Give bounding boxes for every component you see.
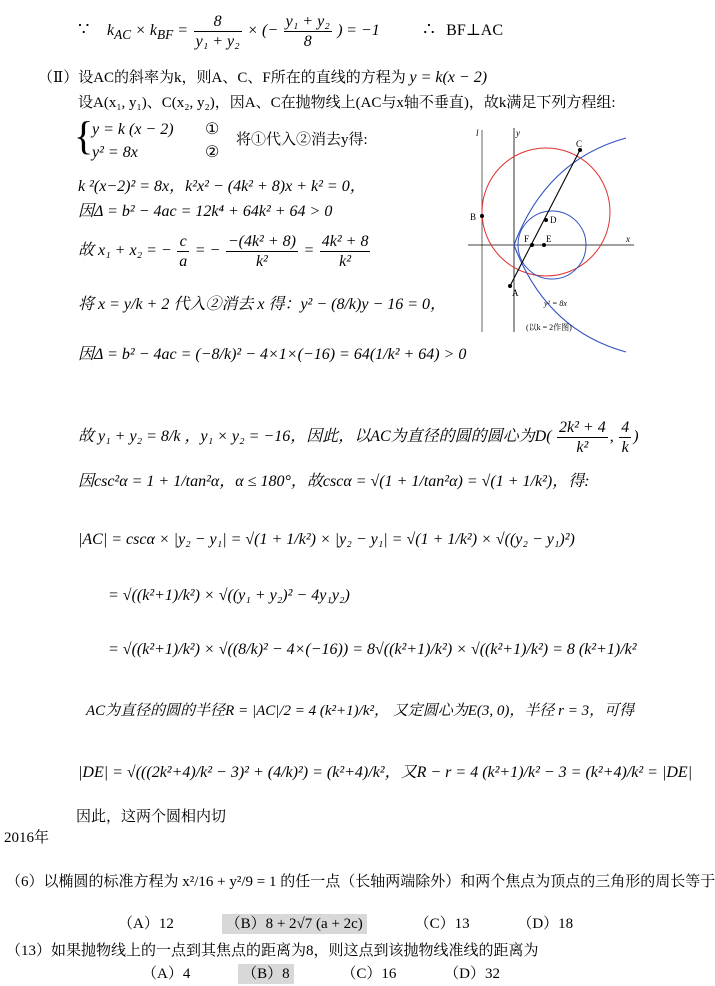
part2-intro: （Ⅱ）设AC的斜率为k，则A、C、F所在的直线的方程为 y = k(x − 2) [38, 69, 488, 86]
label-x: x [626, 234, 630, 244]
circle-2: ② [205, 144, 220, 161]
q13-choices [142, 964, 544, 984]
q13-choice-b[interactable]: （B）8 [238, 964, 294, 984]
ac-length-3: = √((k²+1)/k²) × √((8/k)² − 4×(−16)) = 8√((k²+1)/k²) × √((k²+1)/k²) = 8 (k²+1)/k² [108, 641, 637, 658]
point-d [544, 218, 548, 222]
question-13: （13）如果抛物线上的一点到其焦点的距离为8，则这点到该抛物线准线的距离为 [6, 943, 539, 959]
label-f: F [524, 234, 530, 244]
ac-length-1: |AC| = cscα × |y₂ − y₁| = √(1 + 1/k²) × |y₂ − y₁| = √(1 + 1/k²) × √((y₂ − y₁)²) [78, 531, 575, 548]
de-distance-line: |DE| = √(((2k²+4)/k² − 3)² + (4/k)²) = (k²+4)/k²，又R − r = 4 (k²+1)/k² − 3 = (k²+4)/k² = |DE| [78, 764, 693, 781]
q6-choice-d[interactable]: （D）18 [517, 916, 574, 932]
result-minus-one: = −1 [346, 21, 380, 39]
q13-choice-d[interactable]: （D）32 [444, 966, 500, 982]
curve-label: y² = 8x [544, 299, 567, 308]
graph-caption: (以k = 2作图) [526, 323, 572, 332]
label-c: C [576, 139, 583, 149]
radius-line: AC为直径的圆的半径R = |AC|/2 = 4 (k²+1)/k²， 又定圆心为E(3, 0)，半径 r = 3，可得 [86, 703, 635, 719]
point-f [530, 243, 534, 247]
system-eq-1: y = k (x − 2) [92, 121, 174, 138]
q6-choice-b[interactable]: （B）8 + 2√7 (a + 2c) [222, 914, 367, 934]
point-b [480, 214, 484, 218]
label-d: D [550, 215, 557, 225]
q6-choices [118, 914, 617, 934]
sum-x-line: 故 x₁ + x₂ = − $\frac{c}{a}$ = − $\frac{\text{−(4k² + 8)}}{\text{k²}}$ = $\frac{\text{4k² + 8}}{\text{k²}}$ [78, 233, 369, 271]
system-brace: { [74, 113, 94, 158]
question-6: （6）以椭圆的标准方程为 x²/16 + y²/9 = 1 的任一点（长轴两端除外）和两个焦点为顶点的三角形的周长等于 [6, 874, 715, 890]
year-heading: 2016年 [4, 830, 50, 846]
label-y: y [516, 128, 520, 138]
label-l: l [476, 128, 479, 138]
parabola-circle-figure [466, 120, 636, 335]
ac-length-2: = √((k²+1)/k²) × √((y₁ + y₂)² − 4y₁y₂) [108, 587, 350, 604]
csc-line: 因csc²α = 1 + 1/tan²α，α ≤ 180°，故cscα = √(1 + 1/tan²α) = √(1 + 1/k²)，得: [78, 473, 590, 490]
conclusion-text: 因此，这两个圆相内切 [76, 809, 227, 825]
set-coordinates: 设A(x₁, y₁)、C(x₂, y₂)，因A、C在抛物线上(AC与x轴不垂直)，故k满足下列方程组: [78, 95, 616, 111]
q6-choice-a[interactable]: （A）12 [118, 916, 174, 932]
quadratic-in-x: k ²(x−2)² = 8x，k²x² − (4k² + 8)x + k² = 0， [78, 178, 366, 195]
discriminant-2: 因Δ = b² − 4ac = (−8/k)² − 4×1×(−16) = 64(1/k² + 64) > 0 [78, 346, 467, 363]
circle-1: ① [205, 121, 220, 138]
perp-conclusion: BF⊥AC [446, 21, 503, 39]
q6-choice-c[interactable]: （C）13 [414, 916, 470, 932]
discriminant-1: 因Δ = b² − 4ac = 12k⁴ + 64k² + 64 > 0 [78, 203, 333, 220]
sum-y-line: 故 y₁ + y₂ = 8/k ，y₁ × y₂ = −16，因此，以AC为直径的圆的圆心为D( $\frac{\text{2k² + 4}}{\text{k²}}$ , $\frac{4}{k}$ ) [78, 419, 639, 457]
chord-ac [510, 150, 580, 286]
substitute-text: 将①代入②消去y得: [236, 132, 368, 148]
label-e: E [546, 234, 552, 244]
therefore-symbol: ∴ [423, 18, 435, 39]
system-eq-2: y² = 8x [92, 144, 138, 161]
q13-choice-a[interactable]: （A）4 [142, 966, 191, 982]
because-symbol: ∵ [78, 18, 90, 39]
q13-choice-c[interactable]: （C）16 [341, 966, 397, 982]
line-perp-proof: ∵ $k_{AC} \times k_{BF}$ = $\frac{8}{\text{y₁ + y₂}}$ × (− $\frac{\text{y₁ + y₂}}{8}$ ) = −1 ∴ BF⊥AC [78, 13, 503, 51]
label-b: B [470, 212, 477, 222]
substitute-y-line: 将 x = y/k + 2 代入②消去 x 得：y² − (8/k)y − 16 = 0， [78, 296, 447, 313]
label-a: A [512, 288, 519, 298]
